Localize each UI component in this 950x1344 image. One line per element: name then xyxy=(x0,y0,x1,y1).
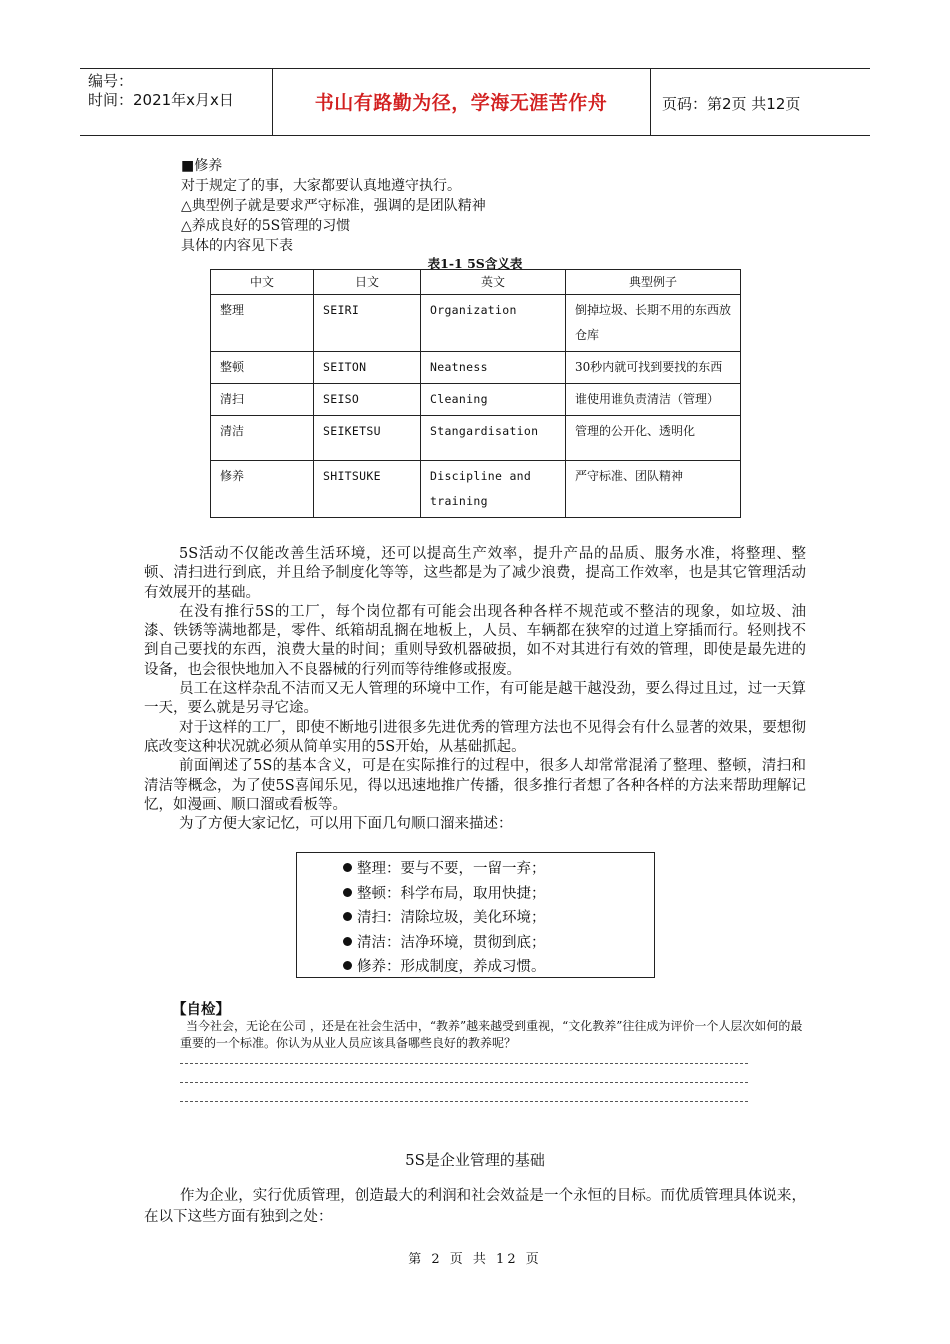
table-row xyxy=(211,384,741,416)
intro-line: △养成良好的5S管理的习惯 xyxy=(181,218,351,234)
section-paragraph: 作为企业，实行优质管理，创造最大的利润和社会效益是一个永恒的目标。而优质管理具体说来，在以下这些方面有独到之处： xyxy=(144,1188,806,1225)
header-bottom-rule xyxy=(80,135,870,136)
table-cell-cn: 整理 xyxy=(211,295,314,352)
bullet-icon xyxy=(343,912,352,921)
table-cell-example: 严守标准、团队精神 xyxy=(566,461,741,518)
body-paragraph: 前面阐述了5S的基本含义，可是在实际推行的过程中，很多人却常常混淆了整理、整顿，清扫和清洁等概念，为了使5S喜闻乐见，得以迅速地推广传播，很多推行者想了各种各样的方法来帮助理解记忆，如漫画、顺口溜或看板等。 xyxy=(144,758,806,813)
intro-block xyxy=(181,156,486,256)
body-paragraph: 为了方便大家记忆，可以用下面几句顺口溜来描述： xyxy=(179,816,513,833)
table-row xyxy=(211,295,741,352)
table-cell-jp: SHITSUKE xyxy=(314,461,421,518)
intro-line: 具体的内容见下表 xyxy=(181,238,293,254)
self-check-text: 当今社会，无论在公司 ，还是在社会生活中，“教养”越来越受到重视，“文化教养”往往成为评价一个人层次如何的最重要的一个标准。你认为从业人员应该具备哪些良好的教养呢？ xyxy=(180,1019,803,1050)
jingle-box xyxy=(296,852,655,978)
table-cell-cn: 清扫 xyxy=(211,384,314,416)
table-header-cell: 典型例子 xyxy=(566,270,741,295)
jingle-text: 整顿：科学布局，取用快捷； xyxy=(357,885,546,902)
jingle-text: 修养：形成制度，养成习惯。 xyxy=(357,959,546,975)
jingle-text: 整理：要与不要，一留一弃； xyxy=(357,861,546,877)
jingle-item xyxy=(343,882,654,907)
footer-page-text: 第 2 页 共 12 页 xyxy=(408,1252,542,1267)
body-paragraph: 员工在这样杂乱不洁而又无人管理的环境中工作，有可能是越干越没劲，要么得过且过，过一天算一天，要么就是另寻它途。 xyxy=(144,681,806,717)
body-paragraph: 5S活动不仅能改善生活环境，还可以提高生产效率，提升产品的品质、服务水准，将整理、整顿、清扫进行到底，并且给予制度化等等，这些都是为了减少浪费，提高工作效率，也是其它管理活动有效展开的基础。 xyxy=(144,546,806,601)
intro-line: △典型例子就是要求严守标准，强调的是团队精神 xyxy=(181,198,486,214)
table-row xyxy=(211,352,741,384)
table-header-cell: 英文 xyxy=(421,270,566,295)
jingle-item xyxy=(343,931,654,956)
page-footer xyxy=(0,1248,950,1267)
table-cell-jp: SEIRI xyxy=(314,295,421,352)
table-cell-en: Cleaning xyxy=(421,384,566,416)
table-cell-example: 管理的公开化、透明化 xyxy=(566,416,741,461)
bullet-icon xyxy=(343,961,352,970)
answer-line xyxy=(180,1082,748,1083)
self-check-title: 【自检】 xyxy=(172,1001,230,1018)
jingle-item xyxy=(343,906,654,931)
header-page-label: 页码：第2页 共12页 xyxy=(662,95,801,113)
jingle-item xyxy=(343,955,654,980)
table-cell-jp: SEITON xyxy=(314,352,421,384)
header-meta xyxy=(88,72,234,110)
table-cell-en: Organization xyxy=(421,295,566,352)
body-paragraph: 在没有推行5S的工厂，每个岗位都有可能会出现各种各样不规范或不整洁的现象，如垃圾、油漆、铁锈等满地都是，零件、纸箱胡乱搁在地板上，人员、车辆都在狭窄的过道上穿插而行。轻则找不到自己要找的东西，浪费大量的时间；重则导致机器破损，如不对其进行有效的管理，即使是最先进的设备，也会很快地加入不良器械的行列而等待维修或报废。 xyxy=(144,603,806,678)
table-cell-example: 30秒内就可找到要找的东西 xyxy=(566,352,741,384)
header-date-label: 时间：2021年x月x日 xyxy=(88,91,234,109)
header-motto: 书山有路勤为径，学海无涯苦作舟 xyxy=(314,92,608,114)
table-cell-en: Neatness xyxy=(421,352,566,384)
table-cell-cn: 整顿 xyxy=(211,352,314,384)
bullet-icon xyxy=(343,863,352,872)
table-row xyxy=(211,461,741,518)
table-cell-cn: 修养 xyxy=(211,461,314,518)
body-paragraph: 对于这样的工厂，即使不断地引进很多先进优秀的管理方法也不见得会有什么显著的效果，要想彻底改变这种状况就必须从简单实用的5S开始，从基础抓起。 xyxy=(144,719,806,755)
table-caption: 表1-1 5S含义表 xyxy=(427,256,523,271)
bullet-icon xyxy=(343,888,352,897)
table-header-row xyxy=(211,270,741,295)
table-row xyxy=(211,416,741,461)
table-cell-jp: SEIKETSU xyxy=(314,416,421,461)
table-cell-cn: 清洁 xyxy=(211,416,314,461)
header-number-label: 编号： xyxy=(88,72,134,90)
5s-meaning-table xyxy=(210,269,741,518)
table-header-cell: 日文 xyxy=(314,270,421,295)
table-cell-example: 倒掉垃圾、长期不用的东西放仓库 xyxy=(566,295,741,352)
table-header-cell: 中文 xyxy=(211,270,314,295)
jingle-text: 清扫：清除垃圾，美化环境； xyxy=(357,910,546,926)
table-cell-jp: SEISO xyxy=(314,384,421,416)
intro-line: ■修养 xyxy=(181,158,223,174)
jingle-item xyxy=(343,857,654,882)
section-body xyxy=(144,1186,806,1228)
header-divider-right xyxy=(650,68,651,135)
answer-line xyxy=(180,1063,748,1064)
bullet-icon xyxy=(343,937,352,946)
header-top-rule xyxy=(80,68,870,69)
table-cell-en: Stangardisation xyxy=(421,416,566,461)
table-cell-example: 谁使用谁负责清洁（管理） xyxy=(566,384,741,416)
answer-line xyxy=(180,1101,748,1102)
intro-line: 对于规定了的事，大家都要认真地遵守执行。 xyxy=(181,178,461,194)
body-text xyxy=(144,545,806,834)
table-cell-en: Discipline and training xyxy=(421,461,566,518)
jingle-list xyxy=(297,853,654,980)
section-title: 5S是企业管理的基础 xyxy=(405,1151,545,1169)
jingle-text: 清洁：洁净环境，贯彻到底； xyxy=(357,934,546,951)
